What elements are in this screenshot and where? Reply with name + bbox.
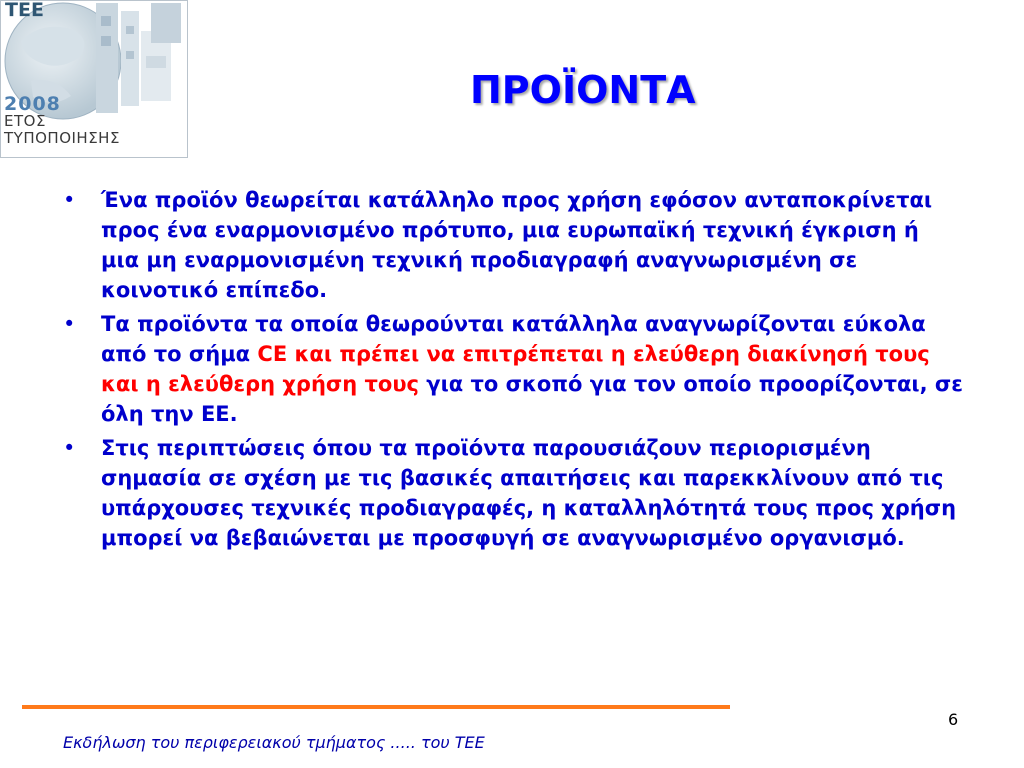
logo-org-text: ΤΕΕ <box>5 0 44 21</box>
bullet-item <box>63 185 963 305</box>
logo-line2-text: ΤΥΠΟΠΟΙΗΣΗΣ <box>4 129 120 147</box>
bullet-symbol: • <box>63 312 76 336</box>
footer-text: Εκδήλωση του περιφερειακού τμήματος ..... του ΤΕΕ <box>63 733 485 752</box>
bullet-list <box>63 185 963 557</box>
logo-year-text: 2008 <box>4 93 61 115</box>
tee-2008-logo <box>0 0 188 158</box>
bullet-text-segment: για το σκοπό για τον οποίο προορίζονται, σε όλη την ΕΕ. <box>101 372 963 426</box>
slide-title: ΠΡΟΪΟΝΤΑ <box>470 68 696 112</box>
bullet-item <box>63 433 963 553</box>
bullet-text-segment: Στις περιπτώσεις όπου τα προϊόντα παρουσιάζουν περιορισμένη σημασία σε σχέση με τις βασικές απαιτήσεις και παρεκκλίνουν από τις υπάρχουσες τεχνικές προδιαγραφές, η καταλληλότητά τους προς χρήση μπορεί να βεβαιώνεται με προσφυγή σε αναγνωρισμένο οργανισμό. <box>101 436 957 550</box>
bullet-text-segment: Ένα προϊόν θεωρείται κατάλληλο προς χρήση εφόσον ανταποκρίνεται προς ένα εναρμονισμένο πρότυπο, μια ευρωπαϊκή τεχνική έγκριση ή μια μη εναρμονισμένη τεχνική προδιαγραφή αναγνωρισμένη σε κοινοτικό επίπεδο. <box>101 188 933 302</box>
bullet-text <box>101 309 963 429</box>
footer-divider <box>22 705 730 709</box>
bullet-text <box>101 433 963 553</box>
bullet-symbol: • <box>63 188 76 212</box>
page-number: 6 <box>948 710 959 729</box>
bullet-text <box>101 185 963 305</box>
bullet-item <box>63 309 963 429</box>
bullet-symbol: • <box>63 436 76 460</box>
bullet-text-highlight: CE και πρέπει να επιτρέπεται η ελεύθερη διακίνησή τους και η ελεύθερη χρήση τους <box>101 342 930 396</box>
bullet-text-segment: Τα προϊόντα τα οποία θεωρούνται κατάλληλα αναγνωρίζονται εύκολα από το σήμα <box>101 312 926 366</box>
logo-line1-text: ΕΤΟΣ <box>4 112 46 130</box>
